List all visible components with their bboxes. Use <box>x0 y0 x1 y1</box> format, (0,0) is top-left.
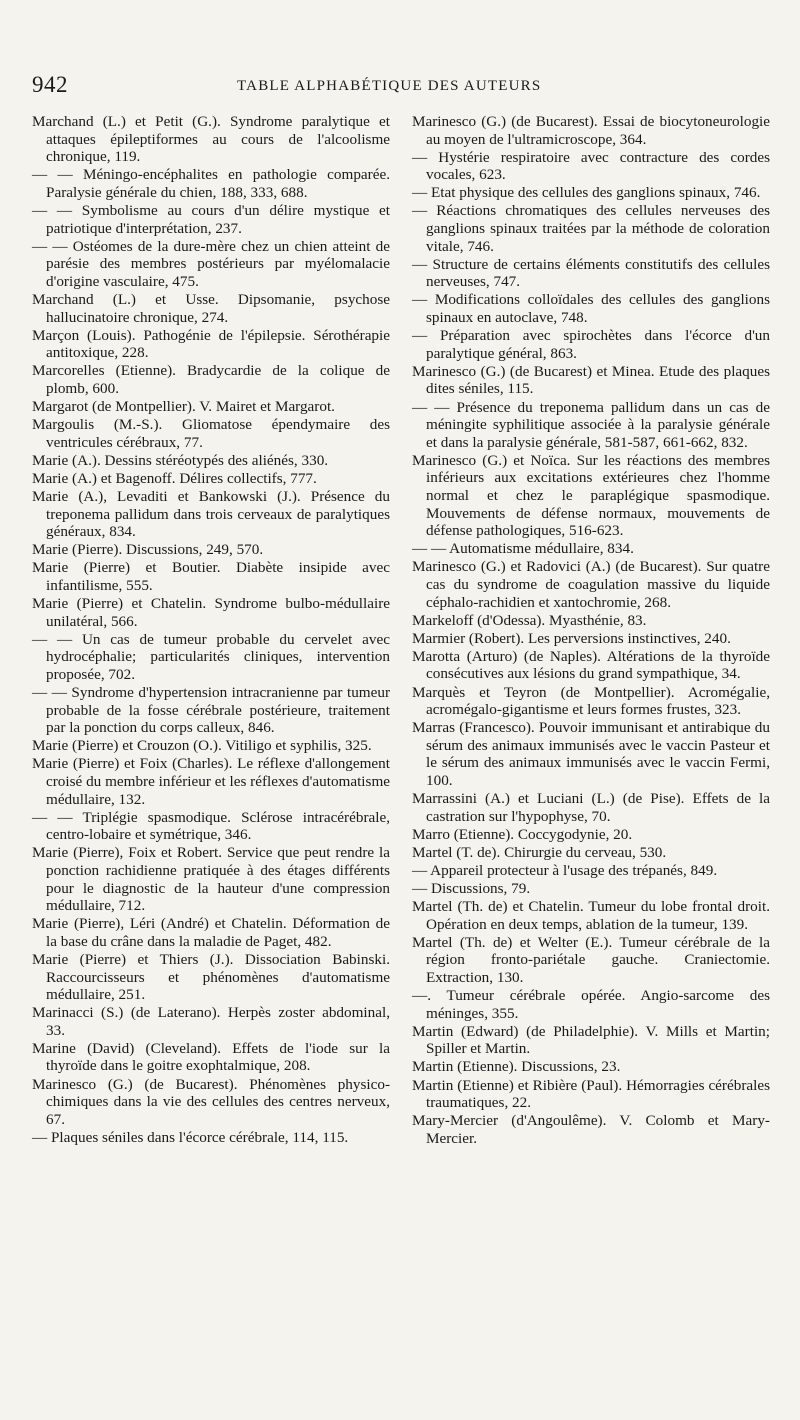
index-entry: Marras (Francesco). Pouvoir immunisant et antirabique du sérum des animaux immunisés avec le vaccin Pasteur et le sérum des animaux immunisés avec le vaccin Fermi, 100. <box>412 719 770 789</box>
page-number: 942 <box>32 72 68 97</box>
index-entry: — Plaques séniles dans l'écorce cérébrale, 114, 115. <box>32 1128 349 1146</box>
index-entry: — — Présence du treponema pallidum dans un cas de méningite syphilitique associée à la paralysie générale et dans la paralysie générale, 581-587, 661-662, 832. <box>412 398 770 451</box>
page-header <box>32 72 768 102</box>
index-entry: — Etat physique des cellules des ganglions spinaux, 746. <box>412 184 761 202</box>
index-entry: Marie (Pierre) et Foix (Charles). Le réflexe d'allongement croisé du membre inférieur et les réflexes d'automatisme médullaire, 132. <box>32 755 390 808</box>
index-entry: — Modifications colloïdales des cellules des ganglions spinaux en autoclave, 748. <box>412 291 770 327</box>
index-entry: Marro (Etienne). Coccygodynie, 20. <box>412 825 633 843</box>
index-entry: — — Méningo-encéphalites en pathologie comparée. Paralysie générale du chien, 188, 333, 688. <box>32 166 390 201</box>
index-entry: Marinacci (S.) (de Laterano). Herpès zoster abdominal, 33. <box>32 1004 390 1039</box>
index-entry: — Discussions, 79. <box>412 880 531 898</box>
index-entry: Marchand (L.) et Petit (G.). Syndrome paralytique et attaques épileptiformes au cours de l'alcoolisme chronique, 119. <box>32 113 390 166</box>
index-entry: Marie (Pierre) et Crouzon (O.). Vitiligo et syphilis, 325. <box>32 737 372 755</box>
index-entry: Marinesco (G.) (de Bucarest). Essai de biocytoneurologie au moyen de l'ultramicroscope, 364. <box>412 113 770 148</box>
index-entry: Marrassini (A.) et Luciani (L.) (de Pise). Effets de la castration sur l'hypophyse, 70. <box>412 790 770 825</box>
index-entry: Martin (Etienne). Discussions, 23. <box>412 1058 621 1076</box>
index-entry: —. Tumeur cérébrale opérée. Angio-sarcome des méninges, 355. <box>412 987 770 1022</box>
index-entry: Marie (Pierre) et Chatelin. Syndrome bulbo-médullaire unilatéral, 566. <box>32 595 390 630</box>
index-entry: Marchand (L.) et Usse. Dipsomanie, psychose hallucinatoire chronique, 274. <box>32 290 390 326</box>
index-entry: Marie (Pierre), Foix et Robert. Service que peut rendre la ponction rachidienne pratiquée à des étages différents pour le diagnostic de la hauteur d'une compression médullaire, 712. <box>32 844 390 915</box>
index-entry: Marinesco (G.) et Noïca. Sur les réactions des membres inférieurs aux excitations extérieures chez l'homme normal et chez le paraplégique spasmodique. Mouvements de défense normaux, mouvements de défense pathologiques, 516-623. <box>412 451 770 540</box>
right-column <box>412 113 770 1148</box>
index-entry: Marie (Pierre) et Thiers (J.). Dissociation Babinski. Raccourcisseurs et phénomènes d'automatisme médullaire, 251. <box>32 950 390 1004</box>
index-entry: Marinesco (G.) et Radovici (A.) (de Bucarest). Sur quatre cas du syndrome de coagulation massive du liquide céphalo-rachidien et xantochromie, 268. <box>412 558 770 611</box>
index-entry: Martin (Etienne) et Ribière (Paul). Hémorragies cérébrales traumatiques, 22. <box>412 1076 770 1112</box>
index-entry: Marinesco (G.) (de Bucarest). Phénomènes physico-chimiques dans la vie des cellules des centres nerveux, 67. <box>32 1075 390 1128</box>
index-entry: — Préparation avec spirochètes dans l'écorce d'un paralytique général, 863. <box>412 327 770 362</box>
index-entry: Martel (Th. de) et Welter (E.). Tumeur cérébrale de la région fronto-pariétale gauche. Craniectomie. Extraction, 130. <box>412 933 770 986</box>
left-column <box>32 113 390 1147</box>
index-entry: Martin (Edward) (de Philadelphie). V. Mills et Martin; Spiller et Martin. <box>412 1022 770 1058</box>
index-entry: Markeloff (d'Odessa). Myasthénie, 83. <box>412 611 647 629</box>
index-entry: Marie (Pierre) et Boutier. Diabète insipide avec infantilisme, 555. <box>32 559 390 594</box>
index-entry: Marmier (Robert). Les perversions instinctives, 240. <box>412 629 731 647</box>
index-entry: Margoulis (M.-S.). Gliomatose épendymaire des ventricules cérébraux, 77. <box>32 416 390 451</box>
index-entry: — Hystérie respiratoire avec contracture des cordes vocales, 623. <box>412 148 770 184</box>
index-entry: — — Un cas de tumeur probable du cervelet avec hydrocéphalie; particularités cliniques, intervention proposée, 702. <box>32 630 390 683</box>
index-entry: Marie (Pierre). Discussions, 249, 570. <box>32 541 264 559</box>
index-entry: — — Ostéomes de la dure-mère chez un chien atteint de parésie des membres postérieurs par myélomalacie d'origine vasculaire, 475. <box>32 237 390 290</box>
index-entry: Marotta (Arturo) (de Naples). Altérations de la thyroïde consécutives aux lésions du grand sympathique, 34. <box>412 647 770 683</box>
index-entry: Margarot (de Montpellier). V. Mairet et Margarot. <box>32 398 335 415</box>
running-title: TABLE ALPHABÉTIQUE DES AUTEURS <box>237 78 542 94</box>
index-entry: Marie (A.), Levaditi et Bankowski (J.). Présence du treponema pallidum dans trois cerveaux de paralytiques généraux, 834. <box>32 487 390 541</box>
index-entry: Marquès et Teyron (de Montpellier). Acromégalie, acromégalo-gigantisme et leurs formes frustes, 323. <box>412 683 770 719</box>
index-entry: Marine (David) (Cleveland). Effets de l'iode sur la thyroïde dans le goitre exophtalmique, 208. <box>32 1039 390 1075</box>
index-entry: — — Syndrome d'hypertension intracranienne par tumeur probable de la fosse cérébrale postérieure, traitement par la ponction du corps calleux, 846. <box>32 684 390 737</box>
index-entry: Mary-Mercier (d'Angoulême). V. Colomb et Mary-Mercier. <box>412 1112 770 1147</box>
index-entry: Martel (Th. de) et Chatelin. Tumeur du lobe frontal droit. Opération en deux temps, ablation de la tumeur, 139. <box>412 898 770 933</box>
index-entry: Marie (A.) et Bagenoff. Délires collectifs, 777. <box>32 469 317 487</box>
index-entry: — — Triplégie spasmodique. Sclérose intracérébrale, centro-lobaire et symétrique, 346. <box>32 808 390 844</box>
index-entry: Martel (T. de). Chirurgie du cerveau, 530. <box>412 843 667 861</box>
index-entry: Marie (A.). Dessins stéréotypés des aliénés, 330. <box>32 451 329 469</box>
index-entry: — Structure de certains éléments constitutifs des cellules nerveuses, 747. <box>412 255 770 291</box>
index-entry: — Réactions chromatiques des cellules nerveuses des ganglions spinaux traitées par la méthode de coloration vitale, 746. <box>412 202 770 255</box>
index-entry: — Appareil protecteur à l'usage des trépanés, 849. <box>412 861 718 879</box>
index-entry: Marçon (Louis). Pathogénie de l'épilepsie. Sérothérapie antitoxique, 228. <box>32 326 390 362</box>
index-entry: Marie (Pierre), Léri (André) et Chatelin. Déformation de la base du crâne dans la maladie de Paget, 482. <box>32 915 390 950</box>
index-entry: Marcorelles (Etienne). Bradycardie de la colique de plomb, 600. <box>32 362 390 397</box>
index-entry: — — Automatisme médullaire, 834. <box>412 540 634 558</box>
index-entry: Marinesco (G.) (de Bucarest) et Minea. Etude des plaques dites séniles, 115. <box>412 362 770 398</box>
index-entry: — — Symbolisme au cours d'un délire mystique et patriotique d'interprétation, 237. <box>32 201 390 237</box>
